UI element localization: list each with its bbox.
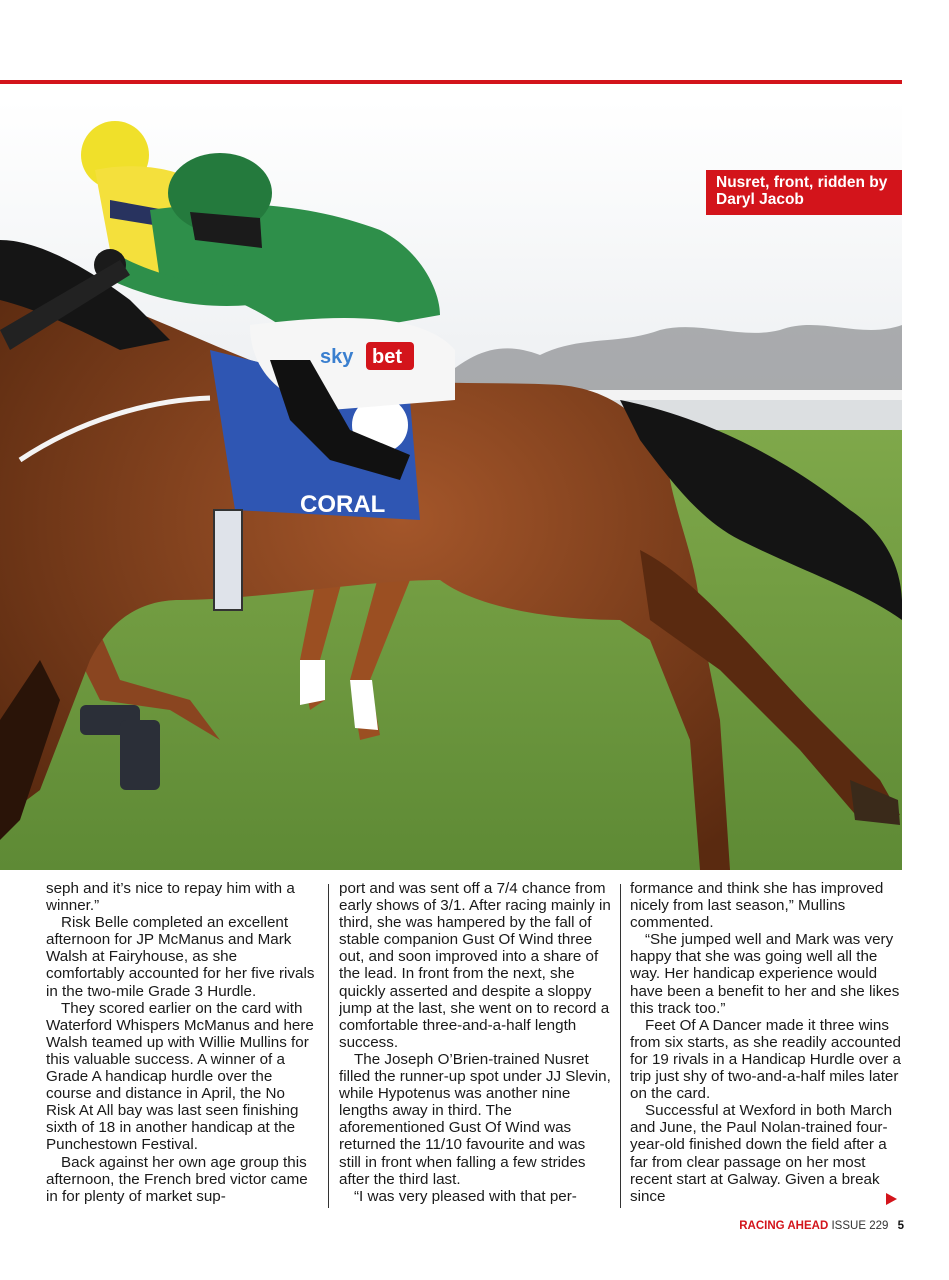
article-column-2 [339,880,611,1208]
race-photo-illustration [0,100,902,870]
svg-text:sky: sky [320,346,354,368]
column-divider [620,884,621,1208]
page-number: 5 [897,1220,904,1232]
svg-text:CORAL: CORAL [300,491,386,518]
paragraph: port and was sent off a 7/4 chance from early shows of 3/1. After racing mainly in third, she was hampered by the fall of stable companion Gust Of Wind three out, and soon improved into a share of the lead. In front from the next, she quickly asserted and despite a sloppy jump at the last, she went on to record a comfortable three-and-a-half length success. [339,880,611,1051]
paragraph: They scored earlier on the card with Waterford Whispers McManus and here Walsh teamed up with Willie Mullins for this valuable success. A winner of a Grade A handicap hurdle over the course and distance in April, the No Risk At All bay was last seen finishing sixth of 18 in another handicap at the Punchestown Festival. [46,999,314,1154]
article-column-3 [630,880,902,1208]
column-divider [328,884,329,1208]
svg-text:bet: bet [372,346,402,368]
paragraph: “She jumped well and Mark was very happy that she was going well all the way. Her handicap experience would have been a benefit to her and she likes this track too.” [630,931,900,1017]
paragraph: Back against her own age group this afternoon, the French bred victor came in for plenty of market sup- [46,1153,308,1205]
race-photo [0,100,902,870]
photo-caption: Nusret, front, ridden by Daryl Jacob [706,170,902,215]
paragraph: “I was very pleased with that per- [354,1187,577,1205]
page-footer [739,1220,904,1232]
publication-name: RACING AHEAD [739,1220,829,1232]
paragraph: formance and think she has improved nicely from last season,” Mullins commented. [630,880,884,932]
paragraph: seph and it’s nice to repay him with a winner.” [46,880,295,915]
paragraph: Feet Of A Dancer made it three wins from six starts, as she readily accounted for 19 rivals in a Handicap Hurdle over a trip just shy of two-and-a-half miles later on the card. [630,1016,901,1103]
article-column-1 [46,880,318,1208]
article-body [46,880,902,1210]
paragraph: Successful at Wexford in both March and June, the Paul Nolan-trained four-year-old finished down the field after a far from clear passage on her most recent start at Galway. Given a break since [630,1102,893,1205]
issue-number: ISSUE 229 [831,1220,889,1232]
paragraph: The Joseph O’Brien-trained Nusret filled the runner-up spot under JJ Slevin, while Hypotenus was another nine lengths away in third. The aforementioned Gust Of Wind was returned the 11/10 favourite and was still in front when falling a few strides after the third last. [339,1050,611,1188]
paragraph: Risk Belle completed an excellent afternoon for JP McManus and Mark Walsh at Fairyhouse, as she comfortably accounted for her five rivals in the two-mile Grade 3 Hurdle. [46,914,315,1000]
top-rule [0,80,902,84]
continue-arrow-icon [886,1193,897,1205]
